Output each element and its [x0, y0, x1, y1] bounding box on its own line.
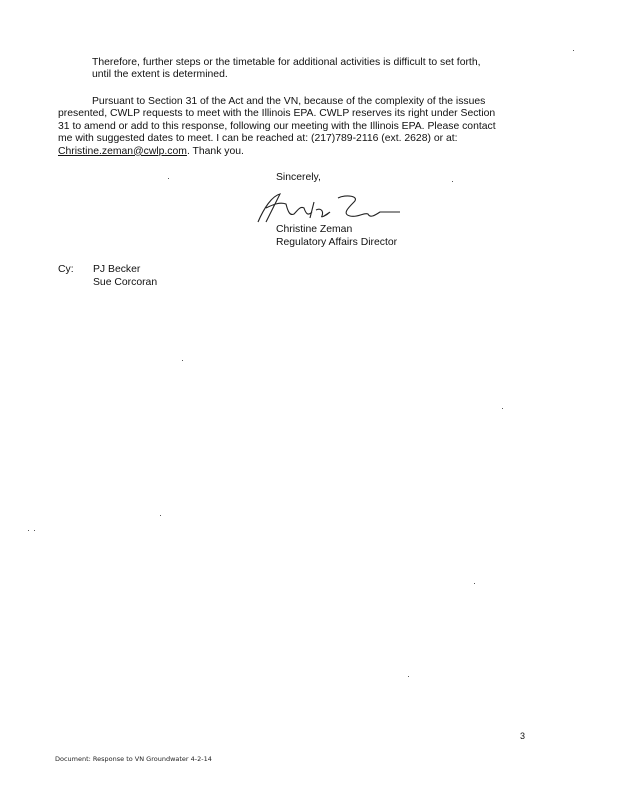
cc-recipient: Sue Corcoran — [93, 276, 158, 288]
signer-name: Christine Zeman — [276, 224, 353, 235]
scan-speck — [408, 676, 409, 677]
scan-speck — [34, 530, 35, 531]
paragraph-section-31 — [58, 96, 530, 158]
footer-document-label: Document: Response to VN Groundwater 4-2-14 — [55, 755, 212, 763]
text-line: Therefore, further steps or the timetable for additional activities is difficult to set forth, — [92, 57, 481, 68]
scan-speck — [573, 50, 574, 51]
signer-title: Regulatory Affairs Director — [276, 237, 398, 248]
text-line: until the extent is determined. — [92, 69, 228, 81]
scan-speck — [168, 178, 169, 179]
page-number: 3 — [520, 731, 526, 741]
text-line: presented, CWLP requests to meet with the Illinois EPA. CWLP reserves its right under Section — [58, 108, 496, 120]
signature-image — [250, 188, 420, 228]
cc-label: Cy: — [58, 264, 74, 275]
scan-speck — [182, 360, 183, 361]
scan-speck — [160, 515, 161, 516]
scan-speck — [28, 530, 29, 531]
text-line: Pursuant to Section 31 of the Act and the VN, because of the complexity of the issues — [92, 96, 486, 107]
email-link[interactable]: Christine.zeman@cwlp.com — [58, 145, 187, 157]
text-line — [58, 146, 530, 158]
scan-speck — [502, 408, 503, 409]
scan-speck — [452, 181, 453, 182]
text-line: me with suggested dates to meet. I can be reached at: (217)789-2116 (ext. 2628) or at: — [58, 133, 458, 145]
salutation: Sincerely, — [276, 172, 321, 183]
paragraph-timetable — [58, 57, 530, 82]
cc-list — [93, 264, 157, 289]
cc-recipient: PJ Becker — [93, 264, 141, 275]
text-line: 31 to amend or add to this response, following our meeting with the Illinois EPA. Please contact — [58, 120, 496, 132]
text-fragment: . Thank you. — [186, 145, 244, 157]
scan-speck — [474, 583, 475, 584]
